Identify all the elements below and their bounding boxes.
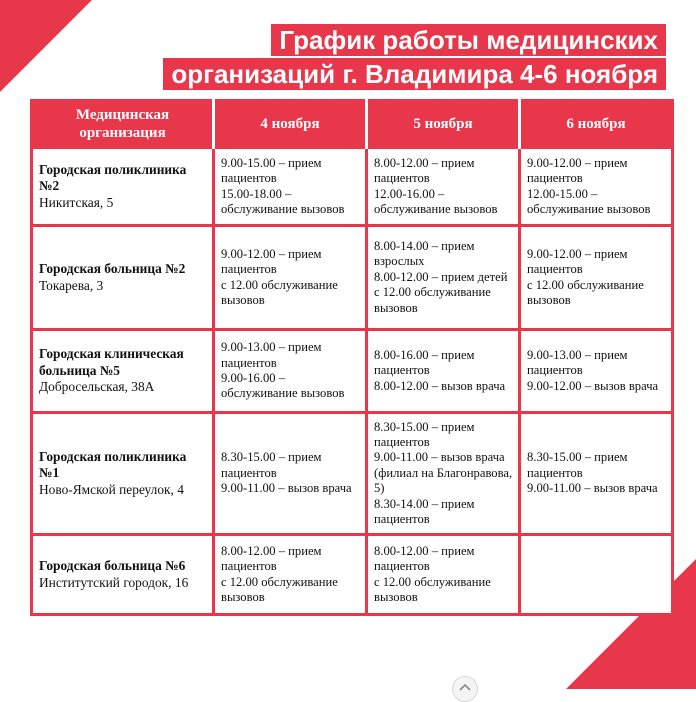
title-line-1: График работы медицинских <box>271 24 666 56</box>
schedule-entry: 8.00-12.00 – прием детей <box>374 269 508 284</box>
schedule-entry: 8.00-12.00 – прием пациентов <box>221 543 322 574</box>
schedule-entry: 9.00-15.00 – прием пациентов <box>221 155 322 186</box>
schedule-cell-d6 <box>520 226 673 330</box>
schedule-entry: 9.00-12.00 – вызов врача <box>527 378 659 393</box>
scroll-up-button[interactable] <box>452 676 478 702</box>
schedule-entry: 9.00-11.00 – вызов врача (филиал на Благонравова, 5) <box>374 450 513 496</box>
organization-cell <box>32 330 214 413</box>
schedule-cell-d4 <box>214 226 367 330</box>
schedule-cell-d5 <box>367 535 520 615</box>
schedule-entry: 9.00-12.00 – прием пациентов <box>527 246 628 277</box>
organization-name: Городская поликлиника №1 <box>39 448 187 481</box>
schedule-entry: 8.30-15.00 – прием пациентов <box>221 450 322 480</box>
schedule-entry: с 12.00 обслуживание вызовов <box>374 285 491 315</box>
organization-cell <box>32 413 214 535</box>
table-row <box>32 148 673 226</box>
schedule-cell-d6 <box>520 330 673 413</box>
schedule-entry: 9.00-13.00 – прием пациентов <box>527 347 628 378</box>
schedule-entry: 8.30-15.00 – прием пациентов <box>374 419 475 449</box>
schedule-cell-d4 <box>214 413 367 535</box>
header-day-5: 5 ноября <box>367 101 520 148</box>
schedule-entry: 8.30-14.00 – прием пациентов <box>374 496 475 527</box>
header-day-4: 4 ноября <box>214 101 367 148</box>
schedule-cell-d5 <box>367 413 520 535</box>
schedule-cell-d5 <box>367 226 520 330</box>
header-row <box>32 101 673 148</box>
schedule-entry: с 12.00 обслуживание вызовов <box>221 574 338 604</box>
schedule-entry: с 12.00 обслуживание вызовов <box>527 277 644 307</box>
organization-address: Никитская, 5 <box>39 194 114 210</box>
schedule-entry: с 12.00 обслуживание вызовов <box>221 277 338 307</box>
chevron-up-icon <box>458 681 472 695</box>
table-row <box>32 413 673 535</box>
organization-name: Городская больница №2 <box>39 261 186 276</box>
header-organization: Медицинская организация <box>32 101 214 148</box>
schedule-entry: 8.30-15.00 – прием пациентов <box>527 450 628 480</box>
table-row <box>32 535 673 615</box>
schedule-entry: 8.00-14.00 – прием взрослых <box>374 238 475 269</box>
schedule-cell-d6 <box>520 535 673 615</box>
organization-cell <box>32 535 214 615</box>
table-row <box>32 330 673 413</box>
schedule-entry: 12.00-16.00 – обслуживание вызовов <box>374 186 498 216</box>
schedule-cell-d5 <box>367 148 520 226</box>
schedule-entry: 8.00-12.00 – прием пациентов <box>374 155 475 186</box>
schedule-cell-d4 <box>214 148 367 226</box>
organization-address: Добросельская, 38А <box>39 379 155 395</box>
schedule-table <box>30 99 674 616</box>
schedule-entry: 12.00-15.00 – обслуживание вызовов <box>527 186 651 216</box>
schedule-cell-d5 <box>367 330 520 413</box>
organization-address: Институтский городок, 16 <box>39 574 189 590</box>
schedule-cell-d6 <box>520 413 673 535</box>
schedule-entry: 8.00-12.00 – прием пациентов <box>374 543 475 574</box>
schedule-entry: 8.00-12.00 – вызов врача <box>374 378 506 393</box>
schedule-entry: 9.00-13.00 – прием пациентов <box>221 340 322 370</box>
organization-cell <box>32 226 214 330</box>
organization-name: Городская поликлиника №2 <box>39 161 187 194</box>
schedule-entry: 9.00-12.00 – прием пациентов <box>527 155 628 186</box>
organization-cell <box>32 148 214 226</box>
schedule-entry: с 12.00 обслуживание вызовов <box>374 574 491 604</box>
table-row <box>32 226 673 330</box>
corner-decoration-top-left <box>0 0 92 92</box>
schedule-entry: 9.00-11.00 – вызов врача <box>221 481 352 496</box>
organization-address: Токарева, 3 <box>39 277 104 293</box>
schedule-entry: 9.00-16.00 – обслуживание вызовов <box>221 371 345 401</box>
title-line-2: организаций г. Владимира 4-6 ноября <box>163 58 666 90</box>
schedule-entry: 9.00-11.00 – вызов врача <box>527 481 658 496</box>
header-day-6: 6 ноября <box>520 101 673 148</box>
schedule-entry: 8.00-16.00 – прием пациентов <box>374 347 475 378</box>
schedule-cell-d4 <box>214 330 367 413</box>
schedule-entry: 15.00-18.00 – обслуживание вызовов <box>221 186 345 216</box>
organization-address: Ново-Ямской переулок, 4 <box>39 481 184 497</box>
page-title <box>106 24 666 92</box>
schedule-cell-d4 <box>214 535 367 615</box>
organization-name: Городская больница №6 <box>39 558 186 573</box>
schedule-entry: 9.00-12.00 – прием пациентов <box>221 246 322 277</box>
schedule-cell-d6 <box>520 148 673 226</box>
organization-name: Городская клиническая больница №5 <box>39 346 184 378</box>
